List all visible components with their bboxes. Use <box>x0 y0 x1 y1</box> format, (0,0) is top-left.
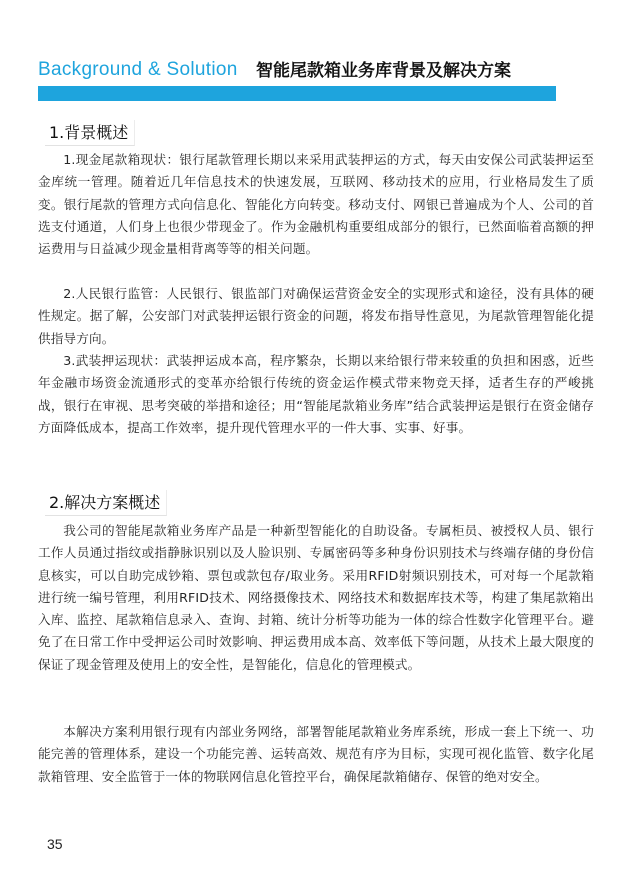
paragraph-armed-escort-status: 3.武装押运现状：武装押运成本高，程序繁杂，长期以来给银行带来较重的负担和困惑，近些年金融市场资金流通形式的变革亦给银行传统的资金运作模式带来物竞天择，适者生存的严峻挑战，银行在审视、思考突破的举措和途径；用“智能尾款箱业务库”结合武装押运是银行在资金储存方面降低成本，提高工作效率，提升现代管理水平的一件大事、实事、好事。 <box>38 353 594 435</box>
paragraph-solution-product: 我公司的智能尾款箱业务库产品是一种新型智能化的自助设备。专属柜员、被授权人员、银行工作人员通过指纹或指静脉识别以及人脸识别、专属密码等多种身份识别技术与终端存储的身份信息核实，可以自助完成钞箱、票包或款包存/取业务。采用RFID射频识别技术，可对每一个尾款箱进行统一编号管理，利用RFID技术、网络摄像技术、网络技术和数据库技术等，构建了集尾款箱出入库、监控、尾款箱信息录入、查询、封箱、统计分析等功能为一体的综合性数字化管理平台。避免了在日常工作中受押运公司时效影响、押运费用成本高、效率低下等问题，从技术上最大限度的保证了现金管理及使用上的安全性，是智能化，信息化的管理模式。 <box>38 523 594 672</box>
paragraph-pboc-supervision: 2.人民银行监管：人民银行、银监部门对确保运营资金安全的实现形式和途径，没有具体的硬性规定。据了解，公安部门对武装押运银行资金的问题，将发布指导性意见，为尾款管理智能化提供指导方向。 <box>38 286 594 346</box>
page-header <box>38 55 558 85</box>
header-title-cn: 智能尾款箱业务库背景及解决方案 <box>256 61 511 81</box>
section-title-background: 1.背景概述 <box>45 120 135 146</box>
paragraph-cash-box-status: 1.现金尾款箱现状：银行尾款管理长期以来采用武装押运的方式，每天由安保公司武装押运至金库统一管理。随着近几年信息技术的快速发展，互联网、移动技术的应用，行业格局发生了质变。银行尾款的管理方式向信息化、智能化方向转变。移动支付、网银已普遍成为个人、公司的首选支付通道，人们身上也很少带现金了。作为金融机构重要组成部分的银行，已然面临着高额的押运费用与日益减少现金量相背离等等的相关问题。 <box>38 152 594 257</box>
page-number: 35 <box>47 836 63 852</box>
header-accent-bar <box>38 86 556 101</box>
section-title-solution: 2.解决方案概述 <box>45 490 167 516</box>
paragraph-solution-deployment: 本解决方案利用银行现有内部业务网络，部署智能尾款箱业务库系统，形成一套上下统一、功能完善的管理体系，建设一个功能完善、运转高效、规范有序为目标，实现可视化监管、数字化尾款箱管理、安全监管于一体的物联网信息化管控平台，确保尾款箱储存、保管的绝对安全。 <box>38 724 594 784</box>
header-title-en: Background & Solution <box>38 59 238 80</box>
